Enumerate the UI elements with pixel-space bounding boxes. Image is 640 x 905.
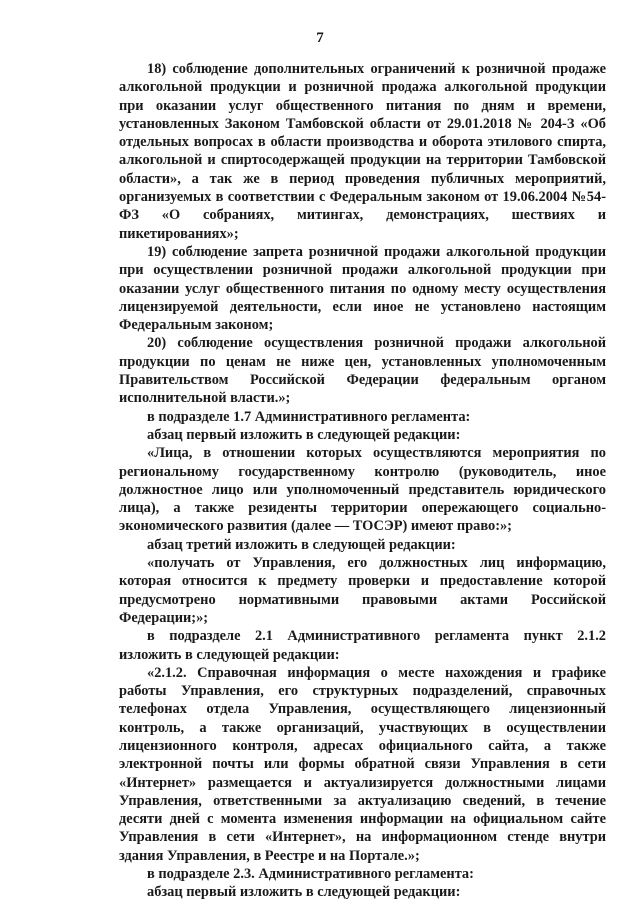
paragraph-subsection-2-3: в подразделе 2.3. Административного регламента: [147, 866, 474, 883]
paragraph-quote-2-1-2: «2.1.2. Справочная информация о месте нахождения и графике работы Управления, его структурных подразделений, справочных телефонах отдела Управления, осуществляющего лицензионный контроль, а также организаций, участвующих в осуществлении лицензионного контроля, адресах официального сайта, а также электронной почты или формы обратной связи Управления в сети «Интернет» размещается и актуализируется должностными лицами Управления, ответственными за актуализацию сведений, в течение десяти дней с момента изменения информации на официальном сайте Управления в сети «Интернет», на информационном стенде внутри здания Управления, в Реестре и на Портале.»; [119, 664, 606, 864]
paragraph-item-20: 20) соблюдение осуществления розничной продажи алкогольной продукции по ценам не ниже цен, установленных уполномоченным Правительством Российской Федерации федеральным органом исполнительной власти.»; [119, 335, 606, 407]
paragraph-instruction: абзац первый изложить в следующей редакции: [147, 426, 461, 443]
paragraph-instruction: абзац третий изложить в следующей редакции: [147, 536, 456, 553]
document-body [119, 60, 606, 902]
paragraph-quote-receive-info: «получать от Управления, его должностных лиц информацию, которая относится к предмету проверки и предоставление которой предусмотрено нормативными правовыми актами Российской Федерации;»; [119, 555, 606, 626]
paragraph-item-19: 19) соблюдение запрета розничной продажи алкогольной продукции при осуществлении розничной продажи алкогольной продукции при оказании услуг общественного питания по одному месту осуществления лицензируемой деятельности, если иное не установлено настоящим Федеральным законом; [119, 243, 606, 334]
paragraph-instruction: абзац первый изложить в следующей редакции: [147, 884, 461, 901]
page-number: 7 [316, 30, 324, 46]
paragraph-item-18: 18) соблюдение дополнительных ограничений к розничной продаже алкогольной продукции и розничной продажа алкогольной продукции при оказании услуг общественного питания по дням и времени, установленных Законом Тамбовской области от 29.01.2018 № 204-З «Об отдельных вопросах в области производства и оборота этилового спирта, алкогольной и спиртосодержащей продукции на территории Тамбовской области», а так же в период проведения публичных мероприятий, организуемых в соответствии с Федеральным законом от 19.06.2004 №54-ФЗ «О собраниях, митингах, демонстрациях, шествиях и пикетированиях»; [119, 61, 606, 242]
paragraph-subsection-2-1: в подразделе 2.1 Административного регламента пункт 2.1.2 изложить в следующей редакции: [119, 628, 606, 663]
paragraph-quote-persons: «Лица, в отношении которых осуществляются мероприятия по региональному государственному контролю (руководитель, иное должностное лицо или уполномоченный представитель юридического лица), а также резиденты территории опережающего социально-экономического развития (далее — ТОСЭР) имеют право:»; [119, 445, 606, 535]
paragraph-subsection-1-7: в подразделе 1.7 Административного регламента: [147, 408, 471, 425]
